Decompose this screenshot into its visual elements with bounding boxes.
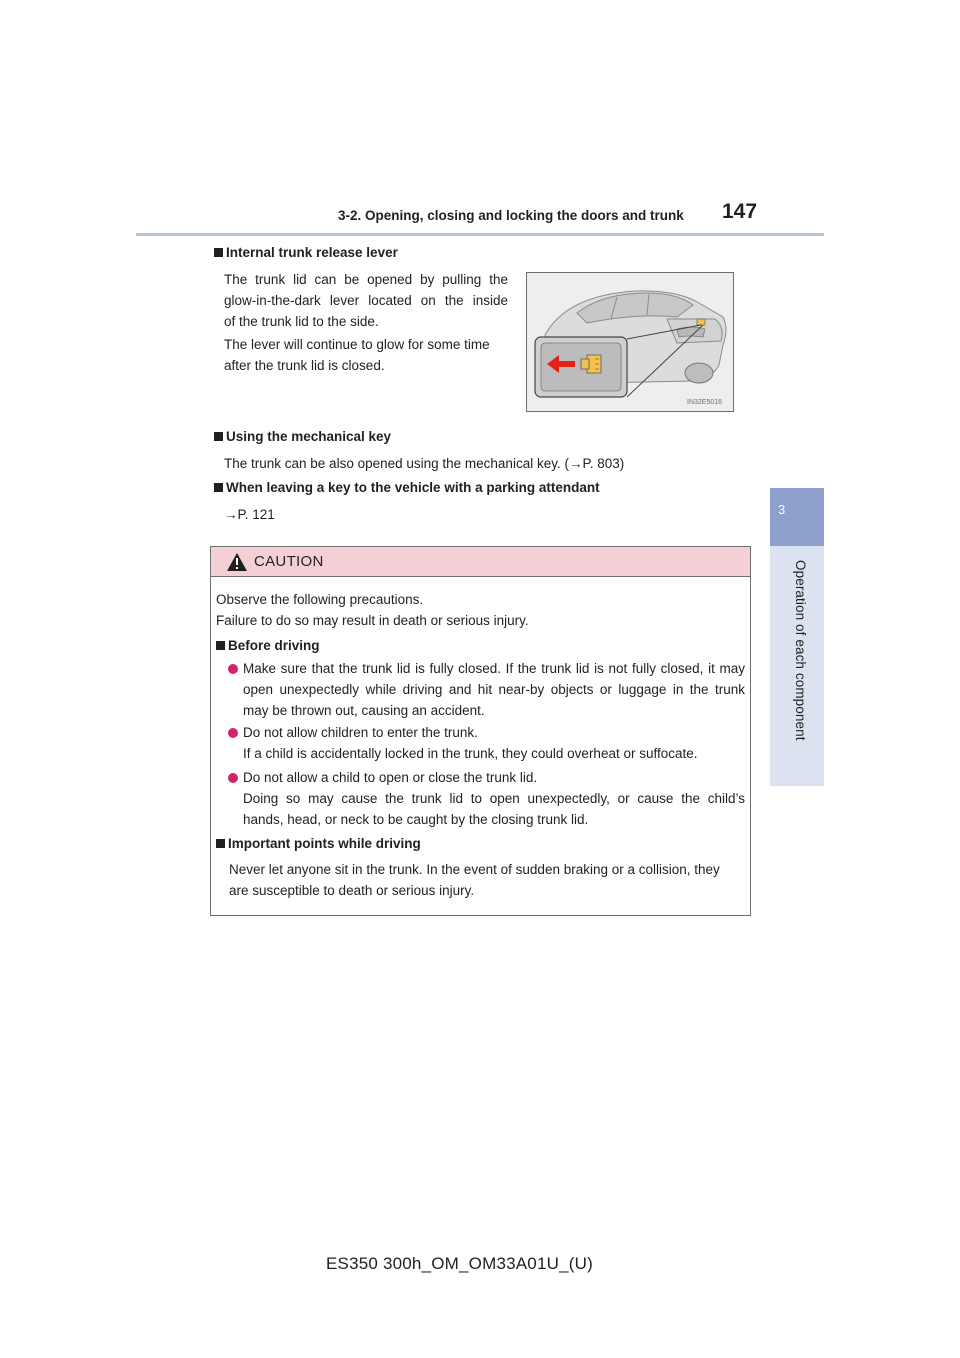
page-number: 147	[722, 200, 758, 223]
figure-code: IN32E5016	[687, 399, 723, 406]
footer-model-code: ES350 300h_OM_OM33A01U_(U)	[326, 1254, 593, 1273]
chapter-tab	[770, 488, 824, 546]
important-points-text	[229, 859, 745, 901]
caution-label: CAUTION	[254, 553, 324, 570]
warning-triangle-icon	[227, 553, 247, 571]
square-bullet-icon	[214, 432, 223, 441]
header-divider	[136, 233, 824, 236]
text-line: Do not allow children to enter the trunk.	[243, 725, 478, 740]
text-line: may be thrown out, causing an accident.	[243, 703, 485, 718]
text-line: If a child is accidentally locked in the trunk, they could overheat or suffocate.	[243, 746, 698, 761]
bullet-dot-icon	[228, 664, 238, 674]
heading-important-points: Important points while driving	[216, 833, 421, 854]
caution-header	[211, 547, 750, 577]
text-line: after the trunk lid is closed.	[224, 358, 385, 373]
trunk-lever-illustration	[526, 272, 734, 412]
text-line: The lever will continue to glow for some time	[224, 337, 490, 352]
chapter-number: 3	[778, 502, 786, 517]
bullet-trunk-closed	[243, 658, 745, 721]
heading-mechanical-key: Using the mechanical key	[214, 429, 391, 444]
bullet-dot-icon	[228, 728, 238, 738]
square-bullet-icon	[214, 483, 223, 492]
internal-release-para2	[224, 334, 514, 376]
internal-release-para1	[224, 269, 508, 332]
text-line: Do not allow a child to open or close the trunk lid.	[243, 770, 538, 785]
parking-attendant-ref: →P. 121	[224, 507, 275, 522]
mechanical-key-text: The trunk can be also opened using the mechanical key. (→P. 803)	[224, 456, 625, 471]
heading-before-driving: Before driving	[216, 635, 320, 656]
square-bullet-icon	[216, 641, 225, 650]
text-line: Doing so may cause the trunk lid to open unexpectedly, or cause the child’s	[243, 791, 745, 806]
text-line: Never let anyone sit in the trunk. In the event of sudden braking or a collision, they	[229, 862, 720, 877]
text-line: are susceptible to death or serious injury.	[229, 883, 475, 898]
square-bullet-icon	[216, 839, 225, 848]
text-line: Failure to do so may result in death or serious injury.	[216, 613, 529, 628]
text-line: The trunk lid can be opened by pulling the	[224, 272, 508, 287]
text-line: hands, head, or neck to be caught by the closing trunk lid.	[243, 812, 589, 827]
text-line: open unexpectedly while driving and hit near-by objects or luggage in the trunk	[243, 682, 745, 697]
square-bullet-icon	[214, 248, 223, 257]
bullet-children-trunk	[243, 722, 745, 764]
caution-box	[210, 546, 751, 916]
text-line: Observe the following precautions.	[216, 592, 424, 607]
bullet-child-trunk-lid	[243, 767, 745, 830]
bullet-dot-icon	[228, 773, 238, 783]
chapter-title: Operation of each component	[793, 560, 808, 741]
caution-intro	[216, 589, 529, 631]
running-header-title: 3-2. Opening, closing and locking the doors and trunk	[338, 208, 684, 223]
heading-parking-attendant: When leaving a key to the vehicle with a parking attendant	[214, 480, 600, 495]
text-line: of the trunk lid to the side.	[224, 314, 379, 329]
text-line: glow-in-the-dark lever located on the inside	[224, 293, 508, 308]
car-rear-drawing	[527, 273, 733, 411]
heading-internal-release: Internal trunk release lever	[214, 245, 398, 260]
text-line: Make sure that the trunk lid is fully closed. If the trunk lid is not fully closed, it may	[243, 661, 745, 676]
